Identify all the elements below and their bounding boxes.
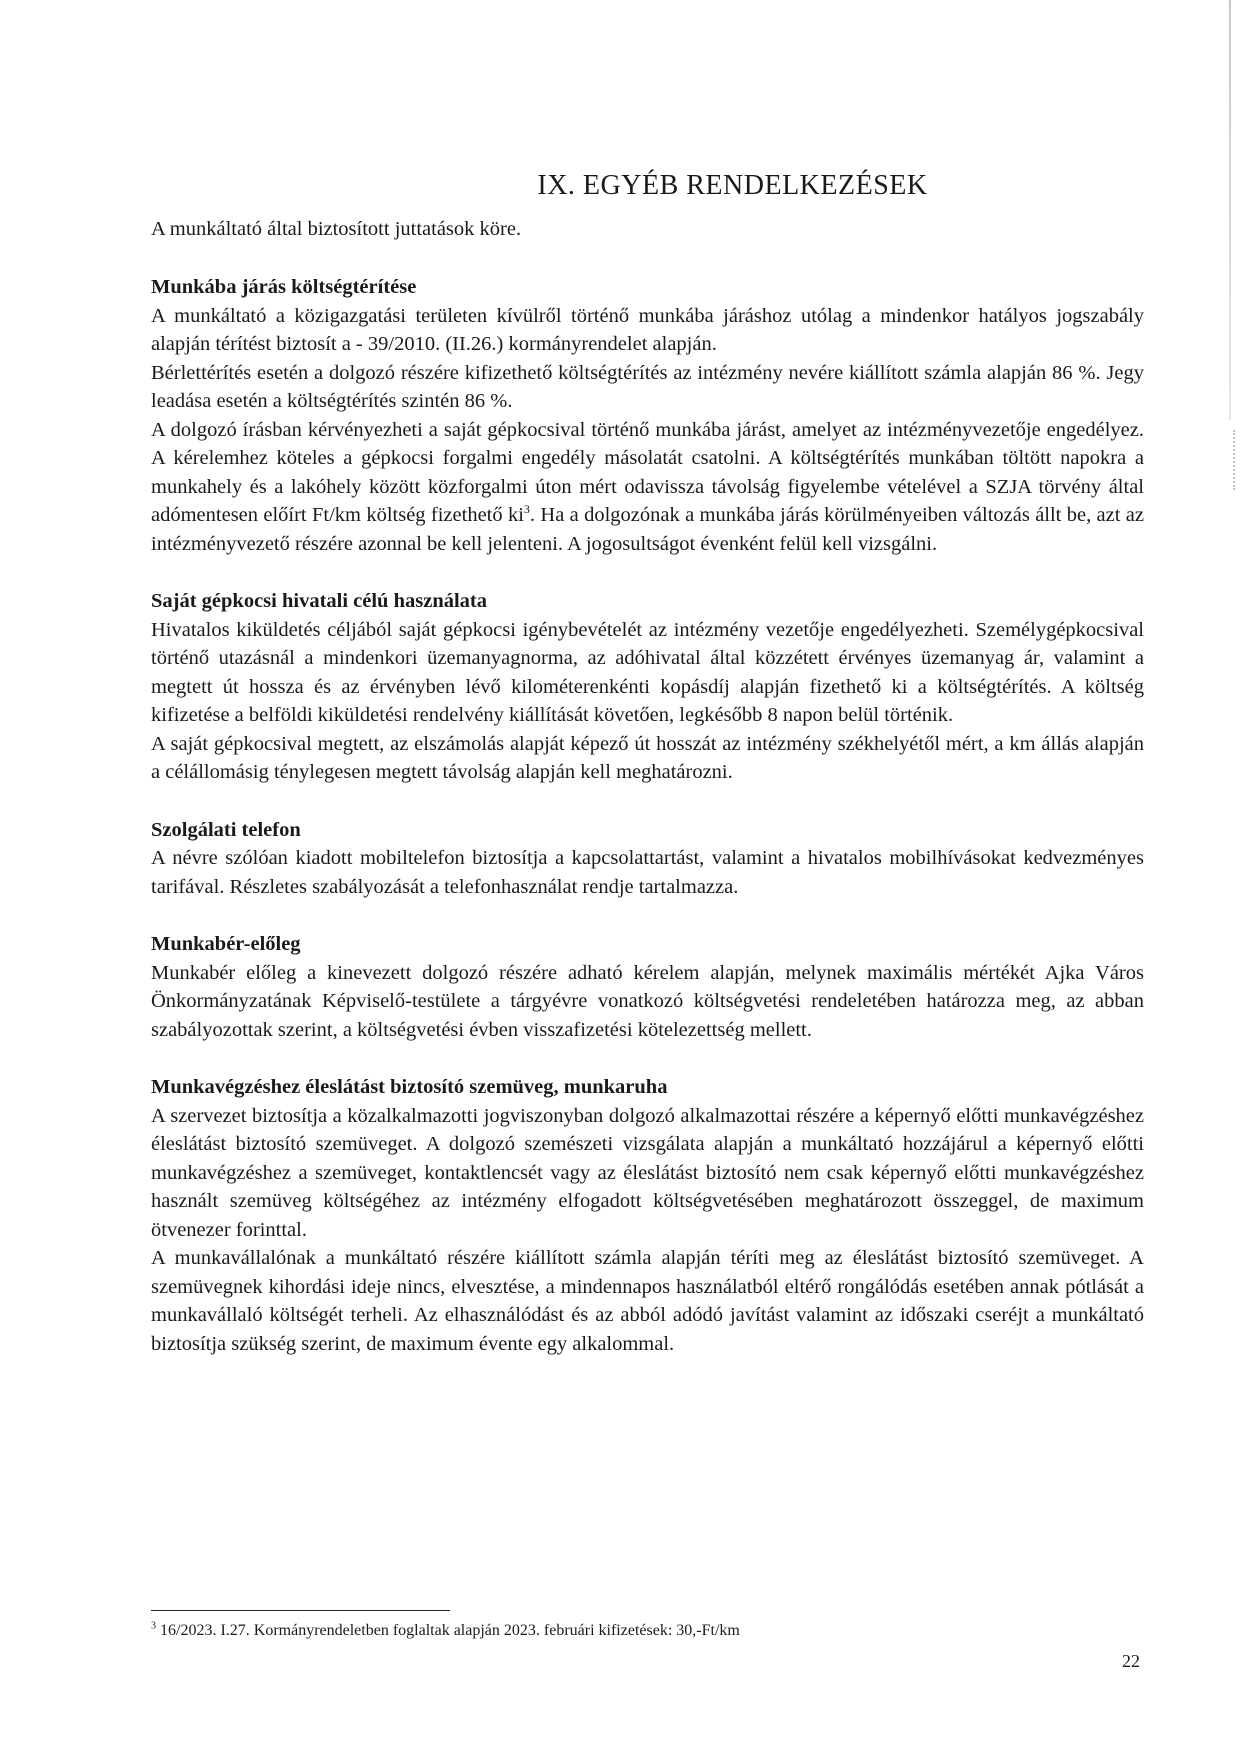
footnote — [151, 1621, 740, 1641]
section-heading: Saját gépkocsi hivatali célú használata — [151, 590, 487, 612]
section-paragraph: A saját gépkocsival megtett, az elszámolás alapját képező út hosszát az intézmény székhelyétől mért, a km állás alapján a célállomásig ténylegesen megtett távolság alapján kell meghatározni. — [151, 732, 1144, 783]
footnote-ref: 3 — [523, 502, 530, 517]
footnote-text: 16/2023. I.27. Kormányrendeletben foglaltak alapján 2023. februári kifizetések: 30,-Ft/km — [156, 1622, 740, 1639]
page-number: 22 — [1122, 1651, 1140, 1671]
page-title: IX. EGYÉB RENDELKEZÉSEK — [537, 170, 928, 201]
section-paragraph: A szervezet biztosítja a közalkalmazotti jogviszonyban dolgozó alkalmazottai részére a képernyő előtti munkavégzéshez éleslátást biztosító szemüveget. A dolgozó szemészeti vizsgálata alapján a munkáltató hozzájárul a képernyő előtti munkavégzéshez a szemüveget, kontaktlencsét vagy az éleslátást biztosító nem csak képernyő előtti munkavégzéshez használt szemüveg költségéhez az intézmény elfogadott költségvetésében meghatározott összeggel, de maximum ötvenezer forinttal. — [151, 1104, 1144, 1241]
scan-edge-line — [1229, 0, 1231, 420]
section-paragraph: Hivatalos kiküldetés céljából saját gépkocsi igénybevételét az intézmény vezetője engedélyezheti. Személygépkocsival történő utazásnál a mindenkori üzemanyagnorma, az adóhivatal által közzétett érvényes üzemanyag ár, valamint a megtett út hossza és az érvényben lévő kilométerenkénti kopásdíj alapján fizethető ki a költségtérítés. A költség kifizetése a belföldi kiküldetési rendelvény kiállítását követően, legkésőbb 8 napon belül történik. — [151, 618, 1144, 726]
intro-text: A munkáltató által biztosított juttatások köre. — [151, 217, 522, 240]
section-paragraph — [151, 416, 1144, 559]
section-own-car — [151, 587, 1144, 787]
paragraph-text: A dolgozó írásban kérvényezheti a saját gépkocsival történő munkába járást, amelyet az intézményvezetője engedélyez. A kérelemhez köteles a gépkocsi forgalmi engedély másolatát csatolni. A költségtérítés munkában töltött napokra a munkahely és a lakóhely között közforgalmi úton mért odavissza távolság figyelembe vételével a SZJA törvény által adómentesen előírt Ft/km költség fizethető ki — [151, 418, 1144, 526]
section-paragraph: Munkabér előleg a kinevezett dolgozó részére adható kérelem alapján, melynek maximális mértékét Ajka Város Önkormányzatának Képviselő-testülete a tárgyévre vonatkozó költségvetési rendeletében határozza meg, az abban szabályozottak szerint, a költségvetési évben visszafizetési kötelezettség mellett. — [151, 961, 1144, 1041]
section-paragraph: A munkavállalónak a munkáltató részére kiállított számla alapján téríti meg az éleslátást biztosító szemüveget. A szemüvegnek kihordási ideje nincs, elvesztése, a mindennapos használatból eltérő rongálódás esetében annak pótlását a munkavállaló költségét terheli. Az elhasználódást és az abból adódó javítást valamint az időszaki cseréjt a munkáltató biztosítja szükség szerint, de maximum évente egy alkalommal. — [151, 1247, 1144, 1355]
section-paragraph: A névre szólóan kiadott mobiltelefon biztosítja a kapcsolattartást, valamint a hivatalos mobilhívásokat kedvezményes tarifával. Részletes szabályozását a telefonhasználat rendje tartalmazza. — [151, 847, 1144, 898]
section-phone — [151, 816, 1144, 902]
section-wage-advance — [151, 930, 1144, 1044]
footnote-divider — [151, 1610, 450, 1611]
footnote-marker: 3 — [151, 1620, 156, 1632]
scan-edge-dots — [1233, 430, 1237, 490]
section-paragraph: Bérlettérítés esetén a dolgozó részére kifizethető költségtérítés az intézmény nevére kiállított számla alapján 86 %. Jegy leadása esetén a költségtérítés szintén 86 %. — [151, 361, 1144, 412]
paragraph-text: . Ha a dolgozónak a munkába járás körülményeiben változás állt be, azt az intézményvezető részére azonnal be kell jelenteni. A jogosultságot évenként felül kell vizsgálni. — [151, 504, 1145, 555]
section-commute — [151, 273, 1144, 558]
section-heading: Munkavégzéshez éleslátást biztosító szemüveg, munkaruha — [151, 1076, 668, 1098]
section-paragraph: A munkáltató a közigazgatási területen kívülről történő munkába járáshoz utólag a mindenkor hatályos jogszabály alapján térítést biztosít a - 39/2010. (II.26.) kormányrendelet alapján. — [151, 304, 1144, 355]
section-heading: Munkába járás költségtérítése — [151, 276, 417, 298]
section-heading: Munkabér-előleg — [151, 933, 301, 955]
section-glasses — [151, 1073, 1144, 1358]
section-heading: Szolgálati telefon — [151, 818, 301, 841]
page-body — [151, 172, 1144, 1387]
